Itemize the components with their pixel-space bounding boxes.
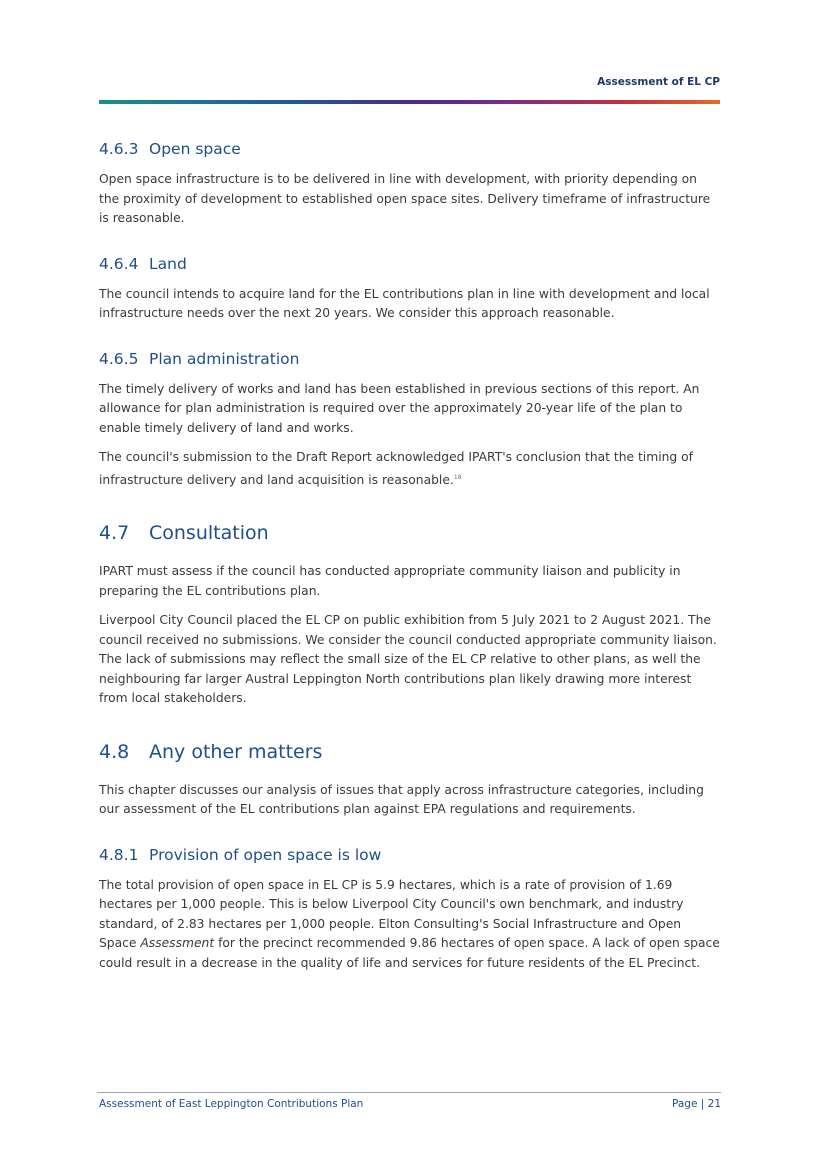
section-number: 4.8.1	[99, 845, 139, 864]
section-number: 4.6.4	[99, 254, 139, 273]
page-number: Page | 21	[672, 1098, 721, 1110]
section-title: Provision of open space is low	[149, 845, 382, 864]
heading-4-8-1	[99, 846, 721, 864]
paragraph: Liverpool City Council placed the EL CP on public exhibition from 5 July 2021 to 2 August 2021. The council received no submissions. We consider the council conducted appropriate community liaison. The lack of submissions may reflect the small size of the EL CP relative to other plans, as well the neighbouring far larger Austral Leppington North contributions plan likely drawing more interest from local stakeholders.	[99, 613, 717, 706]
paragraph	[99, 448, 721, 490]
section-number: 4.6.5	[99, 349, 139, 368]
header-title: Assessment of EL CP	[597, 76, 720, 88]
section-title: Land	[149, 254, 187, 273]
paragraph-text: The total provision of open space in EL CP is 5.9 hectares, which is a rate of provision of 1.69 hectares per 1,000 people. This is below Liverpool City Council's own benchmark, and industry standard, of 2.83 hectares per 1,000 people. Elton Consulting's Social Infrastructure and Open Space	[99, 877, 684, 951]
paragraph: The timely delivery of works and land has been established in previous sections of this report. An allowance for plan administration is required over the approximately 20-year life of the plan to enable timely delivery of land and works.	[99, 381, 700, 435]
page-header	[99, 76, 720, 106]
paragraph-text: for the precinct recommended 9.86 hectares of open space. A lack of open space could result in a decrease in the quality of life and services for future residents of the EL Precinct.	[99, 936, 720, 970]
section-number: 4.8	[99, 740, 130, 763]
heading-4-7	[99, 522, 721, 544]
page-content	[99, 140, 721, 983]
section-number: 4.7	[99, 522, 130, 545]
section-number: 4.6.3	[99, 140, 139, 158]
section-title: Open space	[149, 140, 241, 158]
section-title: Any other matters	[149, 740, 323, 763]
paragraph: Open space infrastructure is to be delivered in line with development, with priority depending on the proximity of development to established open space sites. Delivery timeframe of infrastructure is reasonable.	[99, 172, 711, 225]
paragraph-text: The council's submission to the Draft Report acknowledged IPART's conclusion that the timing of infrastructure delivery and land acquisition is reasonable.	[99, 450, 693, 487]
heading-4-6-4	[99, 255, 721, 273]
footer-document-title: Assessment of East Leppington Contributions Plan	[99, 1098, 364, 1110]
footnote-ref[interactable]: 18	[453, 473, 462, 481]
header-gradient-rule	[99, 100, 720, 104]
paragraph: This chapter discusses our analysis of issues that apply across infrastructure categories, including our assessment of the EL contributions plan against EPA regulations and requirements.	[99, 782, 704, 817]
footer-rule	[97, 1092, 721, 1093]
section-title: Consultation	[149, 522, 269, 545]
page-footer	[97, 1092, 721, 1122]
paragraph	[99, 876, 721, 974]
heading-4-6-3	[99, 140, 721, 158]
heading-4-6-5	[99, 350, 721, 368]
section-title: Plan administration	[149, 349, 300, 368]
paragraph: IPART must assess if the council has conducted appropriate community liaison and publicity in preparing the EL contributions plan.	[99, 564, 681, 598]
paragraph: The council intends to acquire land for the EL contributions plan in line with development and local infrastructure needs over the next 20 years. We consider this approach reasonable.	[99, 286, 710, 320]
italic-text: Assessment	[140, 936, 215, 951]
heading-4-8	[99, 741, 721, 763]
